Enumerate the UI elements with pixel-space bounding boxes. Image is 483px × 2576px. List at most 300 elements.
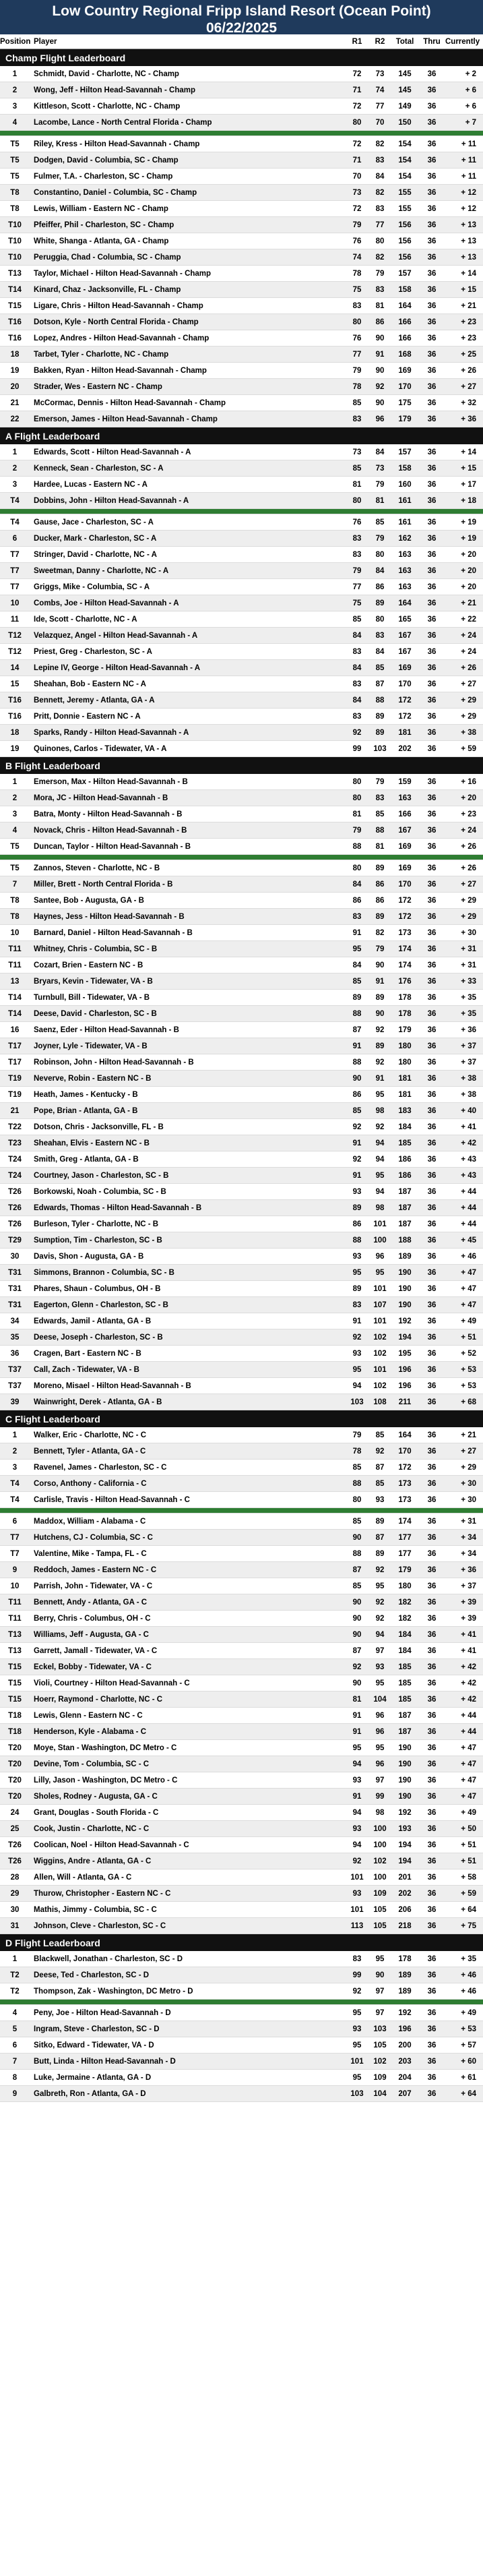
thru-cell: 36 [427,301,437,310]
total-cell: 175 [398,398,412,407]
r1-cell: 78 [352,382,362,391]
total-cell: 218 [398,1921,412,1930]
thru-cell: 36 [427,1431,437,1439]
thru-cell: 36 [427,1646,437,1655]
table-row [0,774,483,790]
r2-cell: 90 [375,1009,385,1018]
position-cell: 18 [10,728,20,737]
table-row [0,1562,483,1578]
total-cell: 184 [398,1646,412,1655]
currently-cell: + 6 [465,86,476,94]
r2-cell: 96 [375,1760,385,1768]
thru-cell: 36 [427,1840,437,1849]
r1-cell: 90 [352,1533,362,1542]
thru-cell: 36 [427,1203,437,1212]
player-cell: Ingram, Steve - Charleston, SC - D [34,2025,160,2033]
r2-cell: 83 [375,204,385,213]
table-row [0,1265,483,1281]
thru-cell: 36 [427,1857,437,1865]
position-cell: 8 [12,2073,18,2082]
r2-cell: 95 [375,1954,385,1963]
table-row [0,1691,483,1708]
r2-cell: 102 [373,2057,387,2066]
r1-cell: 73 [352,188,362,197]
currently-cell: + 23 [461,318,476,326]
player-cell: Miller, Brett - North Central Florida - B [34,880,173,889]
position-cell: T16 [8,712,22,721]
player-cell: Lewis, Glenn - Eastern NC - C [34,1711,143,1720]
total-cell: 190 [398,1284,412,1293]
thru-cell: 36 [427,1792,437,1801]
player-cell: Courtney, Jason - Charleston, SC - B [34,1171,169,1180]
currently-cell: + 47 [461,1268,476,1277]
position-cell: 2 [12,1447,18,1456]
table-row [0,1740,483,1756]
table-row [0,860,483,876]
total-cell: 167 [398,647,412,656]
thru-cell: 36 [427,1679,437,1687]
r2-cell: 97 [375,1987,385,1996]
currently-cell: + 36 [461,1565,476,1574]
currently-cell: + 21 [461,301,476,310]
total-cell: 169 [398,842,412,851]
r2-cell: 82 [375,928,385,937]
thru-cell: 36 [427,1695,437,1704]
table-row [0,1951,483,1967]
total-cell: 156 [398,220,412,229]
total-cell: 180 [398,1058,412,1067]
player-cell: Henderson, Kyle - Alabama - C [34,1727,147,1736]
position-cell: T5 [10,140,20,148]
thru-cell: 36 [427,945,437,953]
player-cell: Pope, Brian - Atlanta, GA - B [34,1106,138,1115]
table-row [0,1443,483,1460]
total-cell: 156 [398,253,412,262]
currently-cell: + 35 [461,993,476,1002]
thru-cell: 36 [427,2008,437,2017]
currently-cell: + 46 [461,1987,476,1996]
r1-cell: 79 [352,826,362,835]
player-cell: Wiggins, Andre - Atlanta, GA - C [34,1857,152,1865]
thru-cell: 36 [427,1252,437,1261]
player-cell: Simmons, Brannon - Columbia, SC - B [34,1268,174,1277]
player-cell: Lilly, Jason - Washington, DC Metro - C [34,1776,178,1785]
table-row [0,876,483,893]
position-cell: 11 [10,615,20,624]
r1-cell: 99 [352,1971,362,1979]
thru-cell: 36 [427,1630,437,1639]
currently-cell: + 18 [461,496,476,505]
player-cell: Sheahan, Elvis - Eastern NC - B [34,1139,150,1147]
table-row [0,1675,483,1691]
table-row [0,136,483,152]
table-row [0,1135,483,1151]
player-cell: Ducker, Mark - Charleston, SC - A [34,534,157,543]
thru-cell: 36 [427,1727,437,1736]
r2-cell: 92 [375,1614,385,1623]
position-cell: T13 [8,1646,22,1655]
currently-cell: + 27 [461,382,476,391]
thru-cell: 36 [427,550,437,559]
r1-cell: 83 [352,1300,362,1309]
player-cell: Joyner, Lyle - Tidewater, VA - B [34,1042,148,1050]
table-row [0,1659,483,1675]
r2-cell: 86 [375,896,385,905]
table-row [0,1886,483,1902]
r1-cell: 83 [352,1954,362,1963]
total-cell: 164 [398,599,412,607]
r2-cell: 84 [375,448,385,456]
r1-cell: 70 [352,172,362,181]
thru-cell: 36 [427,1971,437,1979]
thru-cell: 36 [427,1025,437,1034]
thru-cell: 36 [427,1463,437,1472]
currently-cell: + 11 [461,172,476,181]
position-cell: T23 [8,1139,22,1147]
total-cell: 180 [398,1042,412,1050]
r2-cell: 83 [375,631,385,640]
r1-cell: 91 [352,1792,362,1801]
currently-cell: + 64 [461,1905,476,1914]
table-row [0,314,483,330]
position-cell: 10 [10,1582,20,1590]
total-cell: 158 [398,464,412,473]
table-row [0,282,483,298]
r2-cell: 85 [375,663,385,672]
leaderboard [0,49,483,2102]
table-row [0,1918,483,1934]
cut-line-divider [0,1508,483,1514]
table-row [0,444,483,460]
player-cell: Bryars, Kevin - Tidewater, VA - B [34,977,153,986]
thru-cell: 36 [427,1009,437,1018]
player-cell: Bakken, Ryan - Hilton Head-Savannah - Champ [34,366,207,375]
currently-cell: + 33 [461,977,476,986]
position-cell: 3 [12,102,18,111]
position-cell: 35 [10,1333,20,1342]
r2-cell: 83 [375,156,385,164]
r1-cell: 85 [352,398,362,407]
r1-cell: 84 [352,961,362,969]
table-row [0,790,483,806]
r1-cell: 81 [352,810,362,818]
position-cell: T7 [10,566,20,575]
table-row [0,1346,483,1362]
position-cell: T11 [8,945,22,953]
player-cell: Novack, Chris - Hilton Head-Savannah - B [34,826,187,835]
r1-cell: 81 [352,1695,362,1704]
r2-cell: 91 [375,977,385,986]
r2-cell: 95 [375,1582,385,1590]
currently-cell: + 60 [461,2057,476,2066]
total-cell: 156 [398,237,412,245]
r2-cell: 93 [375,1495,385,1504]
currently-cell: + 44 [461,1711,476,1720]
r1-cell: 89 [352,993,362,1002]
table-row [0,611,483,628]
r2-cell: 80 [375,237,385,245]
position-cell: T14 [8,993,22,1002]
r2-cell: 92 [375,1598,385,1607]
currently-cell: + 31 [461,961,476,969]
position-cell: T22 [8,1122,22,1131]
player-cell: Davis, Shon - Augusta, GA - B [34,1252,144,1261]
currently-cell: + 29 [461,1463,476,1472]
position-cell: 34 [10,1317,20,1325]
thru-cell: 36 [427,842,437,851]
r1-cell: 85 [352,1582,362,1590]
r1-cell: 92 [352,1155,362,1164]
total-cell: 174 [398,961,412,969]
r2-cell: 87 [375,1463,385,1472]
position-cell: 28 [10,1873,20,1882]
r2-cell: 89 [375,864,385,872]
total-cell: 206 [398,1905,412,1914]
r2-cell: 95 [375,1268,385,1277]
flight-section-header: A Flight Leaderboard [0,427,483,444]
r2-cell: 86 [375,318,385,326]
table-row [0,152,483,169]
r2-cell: 89 [375,1517,385,1526]
r1-cell: 83 [352,912,362,921]
r2-cell: 87 [375,680,385,688]
position-cell: T20 [8,1792,22,1801]
r2-cell: 77 [375,102,385,111]
position-cell: T7 [10,1549,20,1558]
total-cell: 183 [398,1106,412,1115]
r2-cell: 82 [375,188,385,197]
table-row [0,957,483,974]
player-cell: Riley, Kress - Hilton Head-Savannah - Champ [34,140,200,148]
r2-cell: 95 [375,1679,385,1687]
r2-cell: 81 [375,301,385,310]
r1-cell: 83 [352,534,362,543]
r1-cell: 87 [352,1565,362,1574]
total-cell: 186 [398,1171,412,1180]
position-cell: 15 [10,680,20,688]
player-cell: Dotson, Kyle - North Central Florida - Champ [34,318,199,326]
currently-cell: + 49 [461,1808,476,1817]
player-cell: Stringer, David - Charlotte, NC - A [34,550,157,559]
thru-cell: 36 [427,1300,437,1309]
player-cell: Neverve, Robin - Eastern NC - B [34,1074,152,1083]
thru-cell: 36 [427,1349,437,1358]
thru-cell: 36 [427,1236,437,1245]
position-cell: T14 [8,1009,22,1018]
currently-cell: + 39 [461,1614,476,1623]
r2-cell: 94 [375,1630,385,1639]
player-cell: Velazquez, Angel - Hilton Head-Savannah - A [34,631,198,640]
total-cell: 178 [398,1009,412,1018]
r1-cell: 80 [352,1495,362,1504]
thru-cell: 36 [427,615,437,624]
thru-cell: 36 [427,1139,437,1147]
table-row [0,1006,483,1022]
currently-cell: + 42 [461,1139,476,1147]
r1-cell: 93 [352,1889,362,1898]
position-cell: 25 [10,1824,20,1833]
r2-cell: 90 [375,1971,385,1979]
r1-cell: 95 [352,945,362,953]
currently-cell: + 34 [461,1549,476,1558]
table-row [0,660,483,676]
thru-cell: 36 [427,1479,437,1488]
currently-cell: + 47 [461,1743,476,1752]
r2-cell: 81 [375,842,385,851]
column-header-player: Player [34,37,57,46]
player-cell: Peruggia, Chad - Columbia, SC - Champ [34,253,181,262]
total-cell: 185 [398,1139,412,1147]
r2-cell: 89 [375,1042,385,1050]
position-cell: 1 [12,1954,18,1963]
player-cell: Sparks, Randy - Hilton Head-Savannah - A [34,728,189,737]
player-cell: Luke, Jermaine - Atlanta, GA - D [34,2073,152,2082]
position-cell: T5 [10,172,20,181]
currently-cell: + 21 [461,599,476,607]
table-row [0,249,483,266]
r1-cell: 95 [352,2073,362,2082]
position-cell: 2 [12,464,18,473]
currently-cell: + 34 [461,1533,476,1542]
column-header-r1: R1 [352,37,362,46]
player-cell: Ravenel, James - Charleston, SC - C [34,1463,167,1472]
player-cell: Thompson, Zak - Washington, DC Metro - D [34,1987,193,1996]
player-cell: Sholes, Rodney - Augusta, GA - C [34,1792,158,1801]
table-row [0,1054,483,1071]
currently-cell: + 46 [461,1252,476,1261]
currently-cell: + 37 [461,1042,476,1050]
table-row [0,115,483,131]
r1-cell: 73 [352,448,362,456]
total-cell: 173 [398,928,412,937]
total-cell: 179 [398,1565,412,1574]
r2-cell: 105 [373,2041,387,2049]
table-row [0,1708,483,1724]
currently-cell: + 44 [461,1220,476,1228]
total-cell: 174 [398,945,412,953]
r2-cell: 100 [373,1824,387,1833]
player-cell: Maddox, William - Alabama - C [34,1517,146,1526]
r2-cell: 81 [375,496,385,505]
thru-cell: 36 [427,496,437,505]
position-cell: 9 [12,2089,18,2098]
r1-cell: 85 [352,1463,362,1472]
r1-cell: 92 [352,728,362,737]
r1-cell: 88 [352,1479,362,1488]
currently-cell: + 47 [461,1284,476,1293]
total-cell: 168 [398,350,412,359]
thru-cell: 36 [427,1954,437,1963]
r2-cell: 94 [375,1187,385,1196]
position-cell: T26 [8,1220,22,1228]
currently-cell: + 68 [461,1398,476,1406]
position-cell: T10 [8,253,22,262]
currently-cell: + 51 [461,1840,476,1849]
r2-cell: 82 [375,253,385,262]
thru-cell: 36 [427,2057,437,2066]
table-row [0,1789,483,1805]
r1-cell: 85 [352,977,362,986]
player-cell: Walker, Eric - Charlotte, NC - C [34,1431,146,1439]
total-cell: 174 [398,1517,412,1526]
thru-cell: 36 [427,993,437,1002]
position-cell: 22 [10,415,20,423]
thru-cell: 36 [427,2089,437,2098]
position-cell: T8 [10,188,20,197]
thru-cell: 36 [427,172,437,181]
position-cell: T19 [8,1074,22,1083]
player-cell: Dotson, Chris - Jacksonville, FL - B [34,1122,164,1131]
player-cell: Eckel, Bobby - Tidewater, VA - C [34,1663,152,1671]
thru-cell: 36 [427,1268,437,1277]
r1-cell: 93 [352,1252,362,1261]
currently-cell: + 26 [461,663,476,672]
player-cell: Dodgen, David - Columbia, SC - Champ [34,156,179,164]
r1-cell: 87 [352,1025,362,1034]
table-row [0,1967,483,1983]
total-cell: 196 [398,1381,412,1390]
player-cell: Edwards, Scott - Hilton Head-Savannah - A [34,448,191,456]
thru-cell: 36 [427,69,437,78]
total-cell: 192 [398,2008,412,2017]
position-cell: T7 [10,550,20,559]
thru-cell: 36 [427,1517,437,1526]
player-cell: Garrett, Jamall - Tidewater, VA - C [34,1646,158,1655]
currently-cell: + 37 [461,1058,476,1067]
r1-cell: 80 [352,777,362,786]
table-row [0,1594,483,1611]
r1-cell: 84 [352,880,362,889]
currently-cell: + 52 [461,1349,476,1358]
player-cell: Sweetman, Danny - Charlotte, NC - A [34,566,169,575]
player-cell: Allen, Will - Atlanta, GA - C [34,1873,132,1882]
player-cell: Heath, James - Kentucky - B [34,1090,138,1099]
currently-cell: + 23 [461,810,476,818]
r1-cell: 80 [352,793,362,802]
r1-cell: 88 [352,1236,362,1245]
position-cell: T16 [8,696,22,705]
position-cell: 7 [12,880,18,889]
position-cell: 9 [12,1565,18,1574]
r2-cell: 97 [375,1646,385,1655]
player-cell: Emerson, Max - Hilton Head-Savannah - B [34,777,188,786]
currently-cell: + 2 [465,69,476,78]
player-cell: Lacombe, Lance - North Central Florida - Champ [34,118,212,127]
thru-cell: 36 [427,928,437,937]
currently-cell: + 6 [465,102,476,111]
total-cell: 202 [398,1889,412,1898]
currently-cell: + 24 [461,631,476,640]
r1-cell: 93 [352,1187,362,1196]
table-row [0,82,483,98]
total-cell: 166 [398,318,412,326]
position-cell: 20 [10,382,20,391]
r2-cell: 85 [375,518,385,527]
r2-cell: 92 [375,1122,385,1131]
r1-cell: 86 [352,896,362,905]
r1-cell: 101 [350,1905,364,1914]
currently-cell: + 11 [461,156,476,164]
currently-cell: + 15 [461,464,476,473]
r2-cell: 101 [373,1365,387,1374]
table-row [0,2070,483,2086]
position-cell: T19 [8,1090,22,1099]
currently-cell: + 25 [461,350,476,359]
thru-cell: 36 [427,1155,437,1164]
total-cell: 173 [398,1495,412,1504]
thru-cell: 36 [427,269,437,278]
total-cell: 194 [398,1333,412,1342]
